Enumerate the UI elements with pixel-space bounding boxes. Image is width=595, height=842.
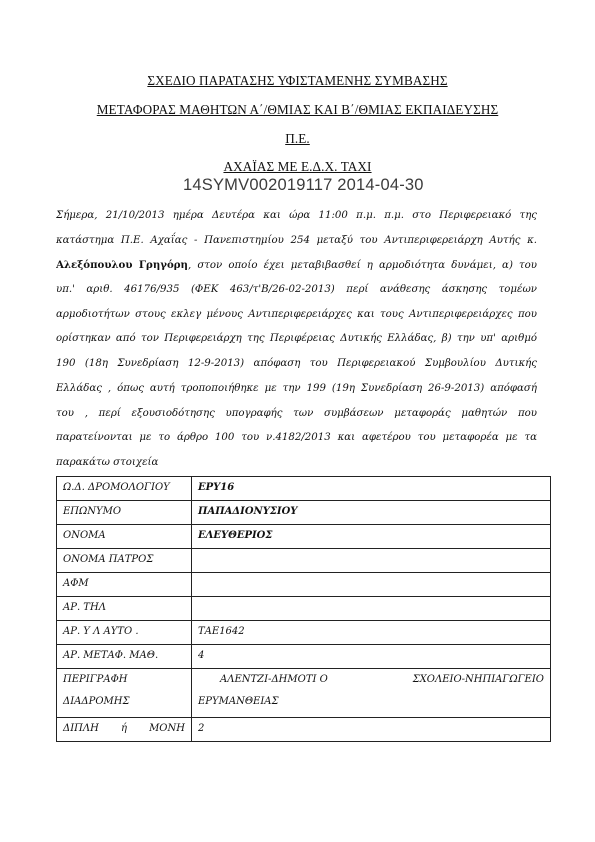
- field-label: ΑΡ. Υ Λ ΑΥΤΟ .: [57, 621, 192, 645]
- route-end: ΣΧΟΛΕΙΟ-ΝΗΠΙΑΓΩΓΕΙΟ: [412, 674, 544, 685]
- contractor-details-table: [56, 476, 551, 742]
- document-title-line-2: ΜΕΤΑΦΟΡΑΣ ΜΑΘΗΤΩΝ Α΄/ΘΜΙΑΣ ΚΑΙ Β΄/ΘΜΙΑΣ ΕΚΠΑΙΔΕΥΣΗΣ: [96, 102, 499, 117]
- label-part: ΜΟΝΗ: [149, 723, 185, 734]
- route-label-line: ΠΕΡΙΓΡΑΦΗ: [63, 674, 128, 685]
- body-line: κατάστημα Π.Ε. Αχαΐας - Πανεπιστημίου 254 μεταξύ του Αντιπεριφερειάρχη Αυτής κ.: [56, 234, 537, 246]
- body-line: ορίστηκαν από τον Περιφερειάρχη της Περιφέρειας Δυτικής Ελλάδας, β) την υπ' αριθμό: [56, 333, 537, 345]
- field-label: [57, 718, 192, 742]
- field-label: ΟΝΟΜΑ: [57, 525, 192, 549]
- document-title-line-3: Π.Ε.: [285, 131, 310, 146]
- field-value: [192, 669, 551, 718]
- document-title-line-4: ΑΧΑΪΑΣ ΜΕ Ε.Δ.Χ. ΤΑΧΙ: [223, 159, 372, 174]
- body-line: παρατείνονται με το άρθρο 100 του ν.4182/2013 και αφετέρου του μεταφορέα με τα: [56, 432, 537, 444]
- table-row: [57, 501, 551, 525]
- body-line: του , περί εξουσιοδότησης υπογραφής των συμβάσεων μεταφοράς μαθητών που: [56, 407, 537, 419]
- body-line: [56, 253, 537, 278]
- table-row: [57, 549, 551, 573]
- table-row: [57, 525, 551, 549]
- body-line: υπ.' αριθ. 46176/935 (ΦΕΚ 463/τ'Β/26-02-2013) περί ανάθεσης άσκησης τομέων: [56, 284, 537, 296]
- field-value: [192, 573, 551, 597]
- body-line: 190 (18η Συνεδρίαση 12-9-2013) απόφαση του Περιφερειακού Συμβουλίου Δυτικής: [56, 358, 537, 370]
- field-value: 4: [192, 645, 551, 669]
- registration-stamp: 14SYMV002019117 2014-04-30: [183, 176, 424, 194]
- field-label: ΕΠΩΝΥΜΟ: [57, 501, 192, 525]
- table-row: [57, 718, 551, 742]
- field-value: ΠΑΠΑΔΙΟΝΥΣΙΟΥ: [192, 501, 551, 525]
- body-line: αρμοδιοτήτων στους εκλεγ μένους Αντιπεριφερειάρχες και τους Αντιπεριφερειάρχες που: [56, 308, 537, 320]
- table-row: [57, 573, 551, 597]
- field-value: ΕΡΥ16: [192, 477, 551, 501]
- field-value: [192, 549, 551, 573]
- body-line: Σήμερα, 21/10/2013 ημέρα Δευτέρα και ώρα 11:00 π.μ. π.μ. στο Περιφερειακό της: [56, 210, 537, 221]
- field-label: ΑΦΜ: [57, 573, 192, 597]
- field-value: ΤΑΕ1642: [192, 621, 551, 645]
- route-start: ΑΛΕΝΤΖΙ-ΔΗΜΟΤΙ Ο: [220, 674, 328, 685]
- table-row: [57, 597, 551, 621]
- field-label: [57, 669, 192, 718]
- body-line: παρακάτω στοιχεία: [56, 456, 159, 468]
- field-label: ΟΝΟΜΑ ΠΑΤΡΟΣ: [57, 549, 192, 573]
- body-line: Ελλάδας , όπως αυτή τροποποιήθηκε με την 199 (19η Συνεδρίαση 26-9-2013) απόφασή: [56, 382, 537, 394]
- route-description-line: [220, 669, 544, 691]
- body-text: , στον οποίο έχει μεταβιβασθεί η αρμοδιότητα δυνάμει, α) του: [187, 260, 537, 272]
- field-label: ΑΡ. ΤΗΛ: [57, 597, 192, 621]
- official-name: Αλεξόπουλου Γρηγόρη: [56, 259, 188, 272]
- table-row: [57, 621, 551, 645]
- route-label-line: ΔΙΑΔΡΟΜΗΣ: [63, 696, 130, 707]
- table-row: [57, 645, 551, 669]
- label-part: ΔΙΠΛΗ: [63, 723, 99, 734]
- field-value: [192, 597, 551, 621]
- table-row-route: [57, 669, 551, 718]
- field-label: Ω.Δ. ΔΡΟΜΟΛΟΓΙΟΥ: [57, 477, 192, 501]
- document-title-line-1: ΣΧΕΔΙΟ ΠΑΡΑΤΑΣΗΣ ΥΦΙΣΤΑΜΕΝΗΣ ΣΥΜΒΑΣΗΣ: [147, 73, 448, 88]
- field-label: ΑΡ. ΜΕΤΑΦ. ΜΑΘ.: [57, 645, 192, 669]
- field-value: ΕΛΕΥΘΕΡΙΟΣ: [192, 525, 551, 549]
- field-value: 2: [192, 718, 551, 742]
- body-paragraph: [56, 204, 537, 476]
- label-part: ή: [120, 723, 127, 734]
- table-row: [57, 477, 551, 501]
- route-description-line: ΕΡΥΜΑΝΘΕΙΑΣ: [198, 696, 279, 707]
